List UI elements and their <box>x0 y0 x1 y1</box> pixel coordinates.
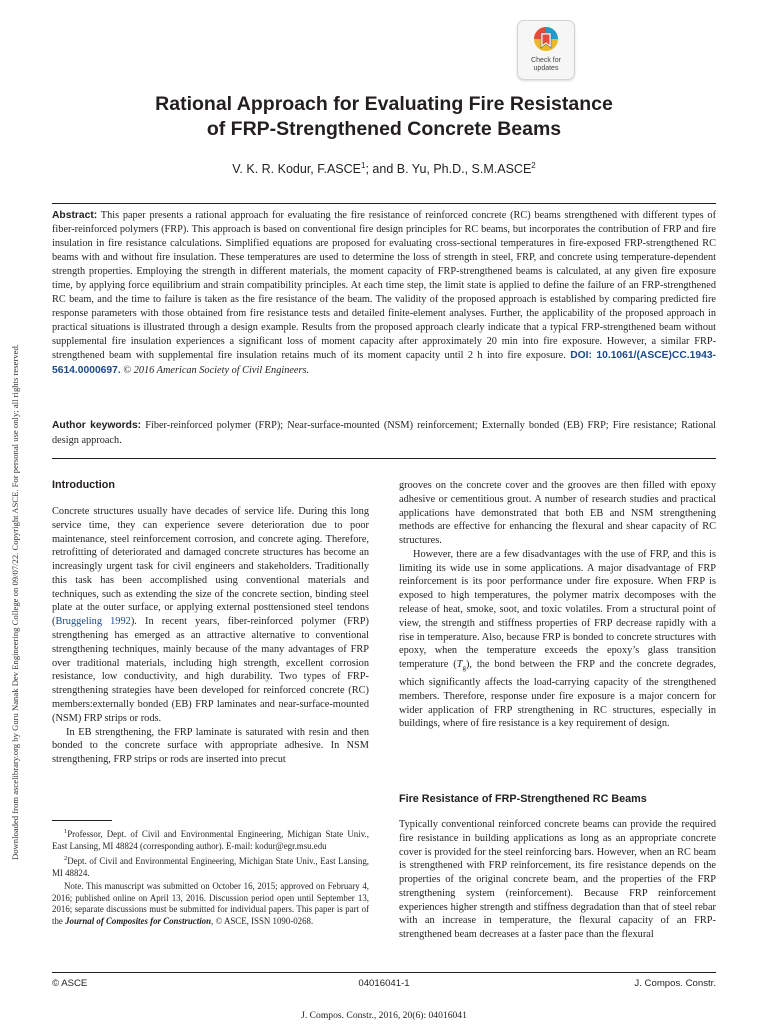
abstract-text: This paper presents a rational approach for evaluating the fire resistance of reinforced concrete (RC) beams strengthened with different types of fiber-reinforced polymers (FRP). This approach is based on conventional fire design principles for RC beams, but incorporates the contribution of FRP and fire insulation in fire resistance calculations. Simplified equations are proposed for evaluating cross-sectional temperatures in fire-exposed FRP-strengthened RC beams with and without fire insulation. These temperatures are used to determine the loss of strength in steel, FRP, and concrete using temperature-dependent strength properties. Employing the strength in different materials, the moment capacity of FRP-strengthened beams is calculated, at any given fire exposure time, by applying force equilibrium and strain compatibility principles. At each time step, the limit state is applied to define the failure of an FRP-strengthened RC beam, and the time to failure is taken as the fire resistance of the beam. The validity of the proposed approach is established by comparing predicted fire response parameters with those obtained from fire resistance tests and detailed finite-element analyses. Further, the applicability of the proposed approach in practical situations is illustrated through a design example. Results from the proposed approach clearly indicate that a typical FRP-strengthened beam without supplemental fire insulation experiences a significant loss of moment capacity after approximately 20 min into fire exposure. However, a similar FRP-strengthened beam with supplemental fire insulation retains much of its moment capacity until 2 h into fire exposure. <box>52 210 716 362</box>
badge-line1: Check for <box>531 57 561 64</box>
footnote-1 <box>52 826 369 852</box>
top-rule <box>52 203 716 204</box>
bookmark-ribbon-icon <box>532 26 560 56</box>
footnote-1-text: Professor, Dept. of Civil and Environmental Engineering, Michigan State Univ., East Lansing, MI 48824 (corresponding author). E-mail: kodur@egr.msu.edu <box>52 828 369 851</box>
submission-note <box>52 881 369 928</box>
author-keywords <box>52 419 716 448</box>
author2-affil: 2 <box>531 161 536 170</box>
intro-p1-text-b: ). In recent years, fiber-reinforced polymer (FRP) strengthening has emerged as an attractive alternative to conventional strengthening techniques, mainly because of the many advantages of FRP over traditional materials, including high strength, excellent corrosion resistance, low conductivity, and high durability. Two types of FRP-strengthening strategies have been developed for reinforced concrete (RC) members:externally bonded (EB) FRP laminates and near-surface-mounted (NSM) FRP strips or rods. <box>52 616 369 724</box>
footnote-2-text: Dept. of Civil and Environmental Engineering, Michigan State Univ., East Lansing, MI 48824. <box>52 856 369 879</box>
keywords-label: Author keywords: <box>52 420 142 431</box>
intro-paragraph-1 <box>52 505 369 726</box>
footnote-1-marker: 1 <box>64 828 68 835</box>
copyright-notice: © 2016 American Society of Civil Engineers. <box>123 364 310 376</box>
col2-paragraph-3: Typically conventional reinforced concrete beams can provide the required fire resistance in building applications as long as an appropriate concrete cover is provided for the steel reinforcing bars. However, when an RC beam is strengthened with FRP reinforcement, its fire resistance depends on the properties of the original concrete beam, and the properties of the FRP strengthening system (reinforcement). Because FRP reinforcement experiences higher strength and stiffness degradation than that of steel rebar with an increase in temperature, the flexural capacity of an FRP-strengthened beam decreases at a faster pace than the flexural <box>399 819 716 941</box>
col2-p2-text-b: ), the bond between the FRP and the concrete degrades, which significantly affects the load-carrying capacity of the strengthened members. Therefore, response under fire exposure is a major concern for wider application of FRP strengthening in RC structures, especially in buildings, where of fire resistance is a key requirement of design. <box>399 659 716 730</box>
doi-link[interactable]: 10.1061/(ASCE)CC.1943-5614.0000697. <box>52 350 716 376</box>
tg-symbol: T <box>456 659 463 671</box>
abstract-bottom-rule <box>52 458 716 459</box>
left-column <box>52 505 369 767</box>
fire-resistance-section <box>399 818 716 942</box>
footnote-2 <box>52 853 369 879</box>
footer-publisher: © ASCE <box>52 978 88 989</box>
footnote-2-marker: 2 <box>64 855 68 863</box>
badge-line2: updates <box>533 65 559 72</box>
footer-article-number: 04016041-1 <box>358 978 410 989</box>
footnotes <box>52 826 369 929</box>
paper-title <box>40 92 728 142</box>
footnote-rule <box>52 820 112 821</box>
download-watermark: Downloaded from ascelibrary.org by Guru Nanak Dev Engineering College on 09/07/22. Copyright ASCE. For personal use only; all rights reserved. <box>10 344 20 860</box>
right-column <box>399 479 716 731</box>
footer-rule <box>52 972 716 973</box>
author1: V. K. R. Kodur, F.ASCE <box>232 162 362 177</box>
section-heading-introduction: Introduction <box>52 479 115 491</box>
col2-paragraph-1: grooves on the concrete cover and the grooves are then filled with epoxy adhesive or cementitious grout. A number of research studies and practical applications have demonstrated that both EB and NSM strengthening methods are effective for enhancing the flexural and shear capacity of RC structures. <box>399 480 716 547</box>
note-text-a: Note. This manuscript was submitted on October 16, 2015; approved on February 4, 2016; published online on April 13, 2016. Discussion period open until September 13, 2016; separate discussions must be submitted for individual papers. This paper is part of the <box>52 880 369 927</box>
keywords-text: Fiber-reinforced polymer (FRP); Near-surface-mounted (NSM) reinforcement; Externally bonded (EB) FRP; Fire resistance; Rational design approach. <box>52 420 717 446</box>
journal-name: Journal of Composites for Construction <box>65 916 212 927</box>
note-text-b: , © ASCE, ISSN 1090-0268. <box>211 916 314 927</box>
abstract-label: Abstract: <box>52 210 98 221</box>
author-line <box>40 161 728 176</box>
col2-p2-text-a: However, there are a few disadvantages with the use of FRP, and this is limiting its wide use in some applications. A major disadvantage of FRP reinforcement is its poor performance under fire exposure. When FRP is exposed to high temperatures, the polymer matrix decomposes with the release of heat, smoke, soot, and toxic volatiles. From a structural point of view, the strength and stiffness properties of FRP decrease rapidly with a rise in temperature. Also, because FRP is bonded to concrete structures with epoxy, when the temperature exceeds the epoxy’s glass transition temperature ( <box>399 548 716 671</box>
title-line1: Rational Approach for Evaluating Fire Resistance <box>155 93 613 115</box>
bottom-citation: J. Compos. Constr., 2016, 20(6): 04016041 <box>301 1010 467 1021</box>
col2-paragraph-2 <box>399 548 716 731</box>
title-line2: of FRP-Strengthened Concrete Beams <box>206 118 562 140</box>
tg-subscript: g <box>462 664 466 673</box>
doi-label: DOI: <box>570 350 592 362</box>
intro-p1-text-a: Concrete structures usually have decades of service life. During this long service time, they can experience severe deterioration due to poor maintenance, steel reinforcement corrosion, and concrete aging. Therefore, retrofitting of deteriorated and damaged concrete structures has become an increasingly urgent task for civil engineers and stakeholders. Traditionally this task has been accomplished using conventional materials and techniques, such as extending the size of the concrete section, binding steel plate at the outer surface, or applying external posttensioned steel tendons ( <box>52 506 369 628</box>
footer-journal-abbrev: J. Compos. Constr. <box>634 978 716 989</box>
section-heading-fire-resistance: Fire Resistance of FRP-Strengthened RC Beams <box>399 793 647 805</box>
check-for-updates-badge[interactable] <box>517 20 575 80</box>
abstract <box>52 209 716 378</box>
reference-link[interactable]: Bruggeling 1992 <box>55 616 131 628</box>
author1-affil: 1 <box>361 161 366 170</box>
author-separator: ; and B. Yu, Ph.D., S.M.ASCE <box>365 162 532 177</box>
intro-paragraph-2: In EB strengthening, the FRP laminate is saturated with resin and then bonded to the concrete surface with appropriate adhesive. In NSM strengthening, FRP strips or rods are inserted into precut <box>52 726 369 766</box>
